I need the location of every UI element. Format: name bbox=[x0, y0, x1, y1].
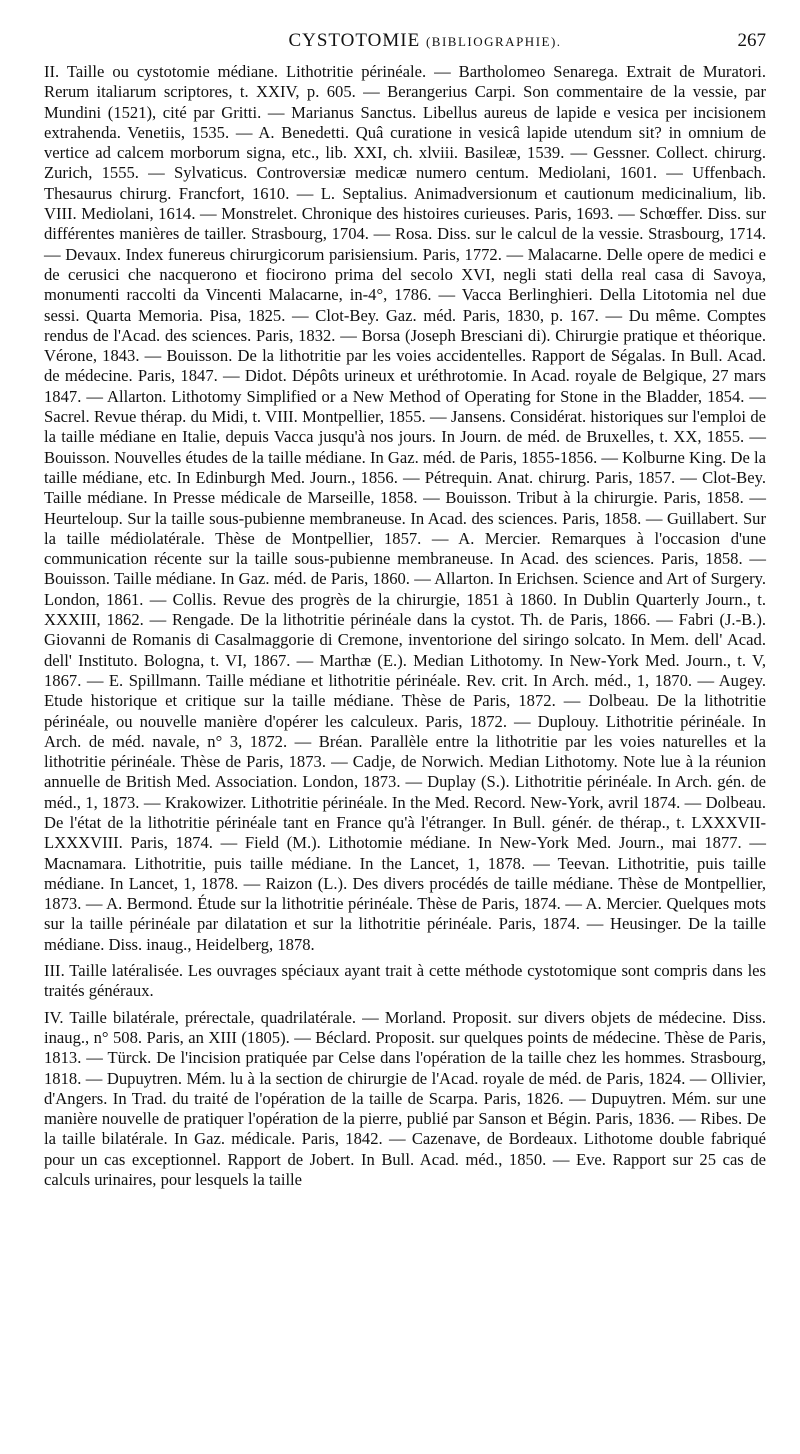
bibliography-body bbox=[44, 62, 766, 1190]
page-number: 267 bbox=[737, 30, 766, 51]
section-ii-median-cystotomy: II. Taille ou cystotomie médiane. Lithotritie périnéale. — Bartholomeo Senarega. Extrait de Muratori. Rerum italiarum scriptores, t. XXIV, p. 605. — Berangerius Carpi. Son commentaire de la vessie, par Mundini (1521), cité par Gritti. — Marianus Sanctus. Libellus aureus de lapide e vesica per incisionem extrahenda. Venetiis, 1535. — A. Benedetti. Quâ curatione in vesicâ lapide utendum sit? in omnium de vertice ad calcem morborum signa, etc., lib. XXI, ch. xlviii. Basileæ, 1539. — Gessner. Collect. chirurg. Zurich, 1555. — Sylvaticus. Controversiæ medicæ numero centum. Mediolani, 1601. — Uffenbach. Thesaurus chirurg. Francfort, 1610. — L. Septalius. Animadversionum et cautionum medicinalium, lib. VIII. Mediolani, 1614. — Monstrelet. Chronique des histoires curieuses. Paris, 1693. — Schœffer. Diss. sur différentes manières de tailler. Strasbourg, 1704. — Rosa. Diss. sur le calcul de la vessie. Strasbourg, 1714. — Devaux. Index funereus chirurgicorum parisiensium. Paris, 1772. — Malacarne. Delle opere de medici e de cerusici che nacquerono et fiocirono prima del secolo XVI, negli stati della real casa di Savoya, monumenti raccolti da Vincenti Malacarne, in-4°, 1786. — Vacca Berlinghieri. Della Litotomia nel due sessi. Quarta Memoria. Pisa, 1825. — Clot-Bey. Gaz. méd. Paris, 1830, p. 167. — Du même. Comptes rendus de l'Acad. des sciences. Paris, 1832. — Borsa (Joseph Bresciani di). Chirurgie pratique et théorique. Vérone, 1843. — Bouisson. De la lithotritie par les voies accidentelles. Rapport de Ségalas. In Bull. Acad. de médecine. Paris, 1847. — Didot. Dépôts urineux et uréthrotomie. In Acad. royale de Belgique, 27 mars 1847. — Allarton. Lithotomy Simplified or a New Method of Operating for Stone in the Bladder, 1854. — Sacrel. Revue thérap. du Midi, t. VIII. Montpellier, 1855. — Jansens. Considérat. historiques sur l'emploi de la taille médiane en Italie, depuis Vacca jusqu'à nos jours. In Journ. de méd. de Bruxelles, t. XX, 1855. — Bouisson. Nouvelles études de la taille médiane. In Gaz. méd. de Paris, 1855-1856. — Kolburne King. De la taille médiane, etc. In Edinburgh Med. Journ., 1856. — Pétrequin. Anat. chirurg. Paris, 1857. — Clot-Bey. Taille médiane. In Presse médicale de Marseille, 1858. — Bouisson. Tribut à la chirurgie. Paris, 1858. — Heurteloup. Sur la taille sous-pubienne membraneuse. In Acad. des sciences. Paris, 1858. — Guillabert. Sur la taille médiolatérale. Thèse de Montpellier, 1857. — A. Mercier. Remarques à l'occasion d'une communication récente sur la taille sous-pubienne membraneuse. In Acad. des sciences. Paris, 1858. — Bouisson. Taille médiane. In Gaz. méd. de Paris, 1860. — Allarton. In Erichsen. Science and Art of Surgery. London, 1861. — Collis. Revue des progrès de la chirurgie, 1851 à 1860. In Dublin Quarterly Journ., t. XXXIII, 1862. — Rengade. De la lithotritie périnéale dans la cystot. Th. de Paris, 1866. — Fabri (J.-B.). Giovanni de Romanis di Casalmaggorie di Cremone, inventorione del siringo solcato. In Mem. dell' Acad. dell' Instituto. Bologna, t. VI, 1867. — Marthæ (E.). Median Lithotomy. In New-York Med. Journ., t. V, 1867. — E. Spillmann. Taille médiane et lithotritie périnéale. Rev. crit. In Arch. méd., 1, 1870. — Augey. Etude historique et critique sur la taille médiane. Thèse de Paris, 1872. — Dolbeau. De la lithotritie périnéale, ou nouvelle manière d'opérer les calculeux. Paris, 1872. — Duplouy. Lithotritie périnéale. In Arch. de méd. navale, n° 3, 1872. — Bréan. Parallèle entre la lithotritie par les voies naturelles et la lithotritie périnéale. Thèse de Paris, 1873. — Cadje, de Norwich. Median Lithotomy. Note lue à la réunion annuelle de British Med. Association. London, 1873. — Duplay (S.). Lithotritie périnéale. In Arch. gén. de méd., 1, 1873. — Krakowizer. Lithotritie périnéale. In the Med. Record. New-York, avril 1874. — Dolbeau. De l'état de la lithotritie périnéale tant en France qu'à l'étranger. In Bull. génér. de thérap., t. LXXXVII-LXXXVIII. Paris, 1874. — Field (M.). Lithotomie médiane. In New-York Med. Journ., mai 1877. — Macnamara. Lithotritie, puis taille médiane. In the Lancet, 1, 1878. — Teevan. Lithotritie, puis taille médiane. In Lancet, 1, 1878. — Raizon (L.). Des divers procédés de taille médiane. Thèse de Montpellier, 1873. — A. Bermond. Étude sur la lithotritie périnéale. Thèse de Paris, 1874. — A. Mercier. Quelques mots sur la taille périnéale par dilatation et sur la lithotritie périnéale. Paris, 1874. — Heusinger. De la taille médiane. Diss. inaug., Heidelberg, 1878. bbox=[44, 62, 766, 954]
section-iv-bilateral-cystotomy: IV. Taille bilatérale, prérectale, quadrilatérale. — Morland. Proposit. sur divers objets de médecine. Diss. inaug., n° 508. Paris, an XIII (1805). — Béclard. Proposit. sur quelques points de médecine. Thèse de Paris, 1813. — Türck. De l'incision pratiquée par Celse dans l'opération de la taille chez les hommes. Strasbourg, 1818. — Dupuytren. Mém. lu à la section de chirurgie de l'Acad. royale de méd. de Paris, 1824. — Ollivier, d'Angers. In Trad. du traité de l'opération de la taille de Scarpa. Paris, 1826. — Dupuytren. Mém. sur une manière nouvelle de pratiquer l'opération de la pierre, publié par Sanson et Bégin. Paris, 1836. — Ribes. De la taille bilatérale. In Gaz. médicale. Paris, 1842. — Cazenave, de Bordeaux. Lithotome double fabriqué pour un cas exceptionnel. Rapport de Jobert. In Bull. Acad. méd., 1850. — Eve. Rapport sur 25 cas de calculs urinaires, pour lesquels la taille bbox=[44, 1007, 766, 1190]
chapter-title: CYSTOTOMIE bbox=[288, 30, 421, 51]
chapter-subtitle: (BIBLIOGRAPHIE). bbox=[425, 34, 562, 49]
running-title bbox=[44, 30, 766, 52]
running-header bbox=[44, 30, 766, 58]
section-iii-lateralized-cystotomy: III. Taille latéralisée. Les ouvrages spéciaux ayant trait à cette méthode cystotomique sont compris dans les traités généraux. bbox=[44, 961, 766, 1001]
